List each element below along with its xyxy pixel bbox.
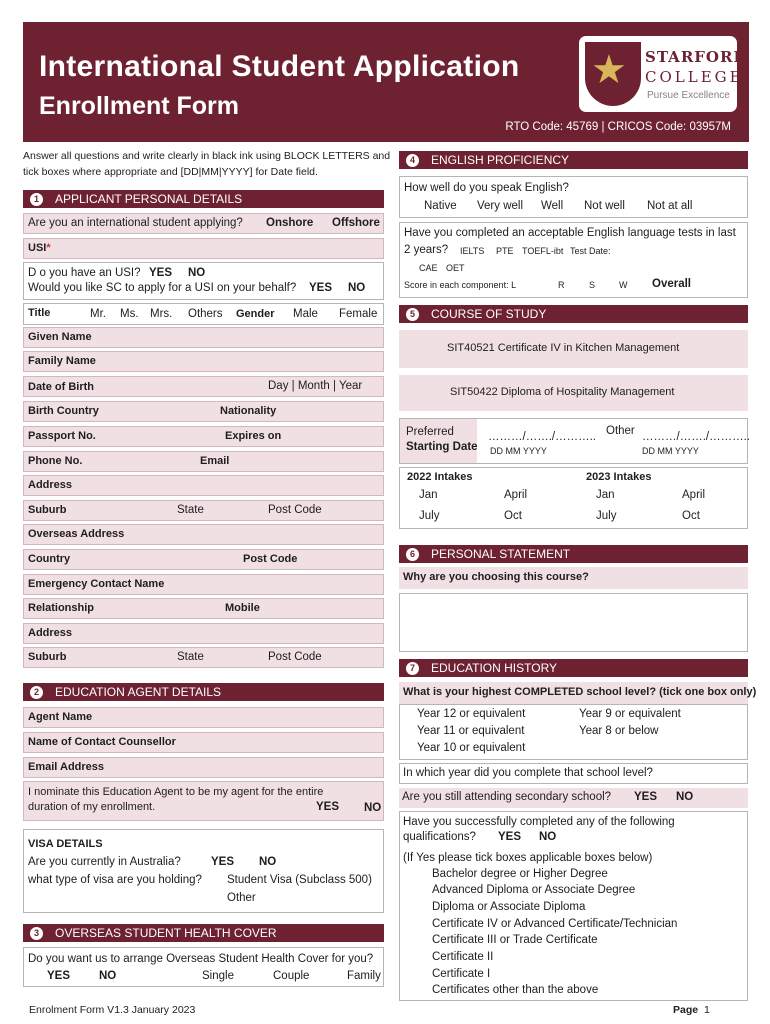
english-not-at-all[interactable]: Not at all [647, 200, 693, 212]
dob-format: Day | Month | Year [268, 380, 363, 392]
title-others[interactable]: Others [188, 308, 223, 320]
level-year11[interactable]: Year 11 or equivalent [417, 725, 525, 737]
test-ielts[interactable]: IELTS [460, 246, 485, 256]
nominate-line1: I nominate this Education Agent to be my agent for the entire [28, 786, 324, 798]
section4-number: 4 [406, 154, 419, 167]
state-label: State [177, 504, 204, 516]
oshc-couple[interactable]: Couple [273, 970, 310, 982]
intake-2023-jan[interactable]: Jan [596, 489, 615, 501]
intake-2022-april[interactable]: April [504, 489, 528, 501]
relationship-row[interactable] [23, 598, 384, 619]
section7-title: EDUCATION HISTORY [431, 661, 558, 675]
level-year10[interactable]: Year 10 or equivalent [417, 742, 526, 754]
qual-advanced-diploma[interactable]: Advanced Diploma or Associate Degree [432, 884, 636, 896]
score-components-label: Score in each component: L [404, 280, 517, 290]
other-date-format: DD MM YYYY [642, 446, 699, 456]
emergency-contact-label: Emergency Contact Name [28, 578, 165, 590]
intake-2023-july[interactable]: July [596, 510, 617, 522]
expires-label: Expires on [225, 430, 282, 442]
in-australia-question: Are you currently in Australia? [28, 856, 181, 868]
nominate-yes[interactable]: YES [316, 801, 340, 813]
onshore-option[interactable]: Onshore [266, 217, 314, 229]
qualifications-question-line2: qualifications? [403, 831, 476, 843]
section7-number: 7 [406, 662, 419, 675]
oshc-question: Do you want us to arrange Overseas Student Health Cover for you? [28, 953, 374, 965]
other-date-field[interactable]: ………/……./……….. [642, 431, 750, 443]
school-level-box [399, 704, 748, 760]
usi-have-question: D o you have an USI? [28, 267, 141, 279]
qual-certificate-iv[interactable]: Certificate IV or Advanced Certificate/Technician [432, 918, 678, 930]
qualifications-question-line1: Have you successfully completed any of the following [403, 816, 675, 828]
preferred-label: Preferred [406, 426, 454, 438]
section2-number: 2 [30, 686, 43, 699]
intake-2022-oct[interactable]: Oct [504, 510, 522, 522]
score-s[interactable]: S [589, 280, 596, 290]
emergency-contact-row[interactable] [23, 574, 384, 595]
qualifications-yes[interactable]: YES [498, 831, 522, 843]
qual-certificate-ii[interactable]: Certificate II [432, 951, 494, 963]
emergency-suburb-label: Suburb [28, 651, 67, 663]
section6-header [399, 545, 748, 563]
section3-number: 3 [30, 927, 43, 940]
passport-row[interactable] [23, 426, 384, 447]
section5-header [399, 305, 748, 323]
intro-line2: tick boxes where appropriate and [DD|MM|YYYY] for Date field. [23, 166, 318, 178]
birth-country-label: Birth Country [28, 405, 99, 417]
usi-questions-box [23, 262, 384, 300]
title-label: Title [28, 307, 51, 319]
country-row[interactable] [23, 549, 384, 570]
form-title: International Student Application [39, 50, 520, 83]
english-native[interactable]: Native [424, 200, 457, 212]
rto-code: RTO Code: 45769 | CRICOS Code: 03957M [505, 121, 731, 133]
highest-level-question-row [399, 682, 757, 704]
agent-name-row[interactable] [23, 707, 384, 728]
visa-details-title: VISA DETAILS [28, 838, 103, 850]
course1-option[interactable] [399, 330, 748, 368]
title-mr[interactable]: Mr. [90, 308, 106, 320]
section6-number: 6 [406, 548, 419, 561]
speak-english-box [399, 176, 748, 218]
intake-2023-oct[interactable]: Oct [682, 510, 700, 522]
intakes-box [399, 467, 748, 529]
phone-row[interactable] [23, 451, 384, 472]
qual-certificate-iii[interactable]: Certificate III or Trade Certificate [432, 934, 598, 946]
given-name-row[interactable] [23, 327, 384, 348]
personal-statement-field[interactable] [399, 593, 748, 652]
email-label: Email [200, 455, 230, 467]
logo-name-line2: COLLEGE [645, 68, 744, 86]
section5-number: 5 [406, 308, 419, 321]
student-visa-option[interactable]: Student Visa (Subclass 500) [227, 874, 372, 886]
course2-option[interactable] [399, 375, 748, 411]
suburb-label: Suburb [28, 504, 67, 516]
oshc-no[interactable]: NO [99, 970, 117, 982]
english-test-question-line1: Have you completed an acceptable English language tests in last [404, 227, 736, 239]
form-subtitle: Enrollment Form [39, 92, 240, 120]
family-name-label: Family Name [28, 355, 96, 367]
country-postcode-label: Post Code [243, 553, 298, 565]
score-r[interactable]: R [558, 280, 565, 290]
section4-header [399, 151, 748, 169]
level-year8[interactable]: Year 8 or below [579, 725, 659, 737]
counsellor-label: Name of Contact Counsellor [28, 736, 176, 748]
course1-label: SIT40521 Certificate IV in Kitchen Management [447, 342, 680, 354]
qual-bachelor[interactable]: Bachelor degree or Higher Degree [432, 868, 608, 880]
nominate-row [23, 781, 384, 821]
address-row[interactable] [23, 475, 384, 496]
intake-2022-july[interactable]: July [419, 510, 440, 522]
starting-date-label: Starting Date [406, 441, 478, 453]
passport-label: Passport No. [28, 430, 96, 442]
nominate-line2: duration of my enrollment. [28, 801, 156, 813]
gender-label: Gender [236, 308, 275, 320]
completion-year-question: In which year did you complete that school level? [403, 767, 653, 779]
course2-label: SIT50422 Diploma of Hospitality Management [450, 386, 675, 398]
start-date-label-cell [400, 419, 477, 463]
intakes-2023-label: 2023 Intakes [586, 471, 652, 483]
gender-male[interactable]: Male [293, 308, 318, 320]
start-date-field[interactable]: ………/……./……….. [488, 431, 596, 443]
title-ms[interactable]: Ms. [120, 308, 139, 320]
completion-year-row[interactable] [399, 763, 748, 784]
college-logo [579, 36, 748, 112]
usi-label: USI* [28, 242, 51, 254]
oshc-box [23, 947, 384, 987]
emergency-postcode-label: Post Code [268, 651, 322, 663]
attending-no[interactable]: NO [676, 791, 694, 803]
postcode-label: Post Code [268, 504, 322, 516]
family-name-row[interactable] [23, 351, 384, 372]
visa-details-box [23, 829, 384, 913]
level-year12[interactable]: Year 12 or equivalent [417, 708, 526, 720]
section2-header [23, 683, 384, 701]
section7-header [399, 659, 748, 677]
nominate-no[interactable]: NO [364, 802, 382, 814]
agent-email-label: Email Address [28, 761, 105, 773]
test-date-label: Test Date: [570, 246, 611, 256]
intake-2022-jan[interactable]: Jan [419, 489, 438, 501]
emergency-address-label: Address [28, 627, 73, 639]
test-pte[interactable]: PTE [496, 246, 514, 256]
highest-level-question: What is your highest COMPLETED school level? (tick one box only) [403, 686, 757, 698]
birth-country-row[interactable] [23, 401, 384, 422]
mobile-label: Mobile [225, 602, 260, 614]
page-number: Page 1 [673, 1004, 710, 1016]
statement-question: Why are you choosing this course? [403, 571, 589, 583]
other-visa-option[interactable]: Other [227, 892, 256, 904]
english-not-well[interactable]: Not well [584, 200, 625, 212]
oshc-family[interactable]: Family [347, 970, 381, 982]
agent-name-label: Agent Name [28, 711, 93, 723]
gender-female[interactable]: Female [339, 308, 378, 320]
section1-number: 1 [30, 193, 43, 206]
section1-title: APPLICANT PERSONAL DETAILS [55, 192, 243, 206]
given-name-label: Given Name [28, 331, 92, 343]
usi-sc-yes[interactable]: YES [309, 282, 333, 294]
section1-header [23, 190, 384, 208]
emergency-suburb-row[interactable] [23, 647, 384, 668]
english-well[interactable]: Well [541, 200, 564, 212]
oshc-yes[interactable]: YES [47, 970, 71, 982]
section2-title: EDUCATION AGENT DETAILS [55, 685, 222, 699]
oshc-single[interactable]: Single [202, 970, 234, 982]
score-w[interactable]: W [619, 280, 628, 290]
logo-motto: Pursue Excellence [647, 90, 730, 101]
country-label: Country [28, 553, 71, 565]
emergency-state-label: State [177, 651, 204, 663]
qual-certificate-i[interactable]: Certificate I [432, 968, 491, 980]
qualifications-no[interactable]: NO [539, 831, 557, 843]
test-cae[interactable]: CAE [419, 263, 438, 273]
agent-email-row[interactable] [23, 757, 384, 778]
qualifications-box [399, 811, 748, 1001]
visa-type-question: what type of visa are you holding? [28, 874, 202, 886]
logo-name-line1: STARFORD [645, 48, 748, 66]
form-version: Enrolment Form V1.3 January 2023 [29, 1004, 196, 1016]
overseas-address-label: Overseas Address [28, 528, 125, 540]
in-australia-no[interactable]: NO [259, 856, 277, 868]
relationship-label: Relationship [28, 602, 95, 614]
section3-header [23, 924, 384, 942]
statement-question-row [399, 567, 748, 589]
other-date-label: Other [606, 425, 635, 437]
usi-sc-no[interactable]: NO [348, 282, 366, 294]
section5-title: COURSE OF STUDY [431, 307, 547, 321]
star-icon: ★ [591, 48, 627, 92]
usi-sc-question: Would you like SC to apply for a USI on your behalf? [28, 282, 297, 294]
emergency-address-row[interactable] [23, 623, 384, 644]
phone-label: Phone No. [28, 455, 83, 467]
english-test-question-line2: 2 years? [404, 244, 449, 256]
offshore-option[interactable]: Offshore [332, 217, 380, 229]
header-banner [23, 22, 749, 142]
score-overall[interactable]: Overall [652, 278, 691, 290]
attending-yes[interactable]: YES [634, 791, 658, 803]
nationality-label: Nationality [220, 405, 277, 417]
qual-diploma[interactable]: Diploma or Associate Diploma [432, 901, 586, 913]
start-date-format: DD MM YYYY [490, 446, 547, 456]
intl-student-question: Are you an international student applying? [28, 217, 243, 229]
section3-title: OVERSEAS STUDENT HEALTH COVER [55, 926, 277, 940]
section4-title: ENGLISH PROFICIENCY [431, 153, 570, 167]
usi-row[interactable] [23, 238, 384, 259]
qualifications-instruction: (If Yes please tick boxes applicable boxes below) [403, 852, 653, 864]
qual-other-certificates[interactable]: Certificates other than the above [432, 984, 599, 996]
counsellor-row[interactable] [23, 732, 384, 753]
intake-2023-april[interactable]: April [682, 489, 706, 501]
attending-row [399, 788, 748, 808]
level-year9[interactable]: Year 9 or equivalent [579, 708, 681, 720]
address-label: Address [28, 479, 73, 491]
overseas-address-row[interactable] [23, 524, 384, 545]
start-date-box [399, 418, 748, 464]
usi-have-no[interactable]: NO [188, 267, 206, 279]
crest-icon [585, 42, 641, 106]
test-oet[interactable]: OET [446, 263, 465, 273]
dob-row[interactable] [23, 376, 384, 397]
english-test-box [399, 222, 748, 298]
english-very-well[interactable]: Very well [477, 200, 524, 212]
speak-english-question: How well do you speak English? [404, 182, 569, 194]
title-mrs[interactable]: Mrs. [150, 308, 173, 320]
attending-question: Are you still attending secondary school? [402, 791, 612, 803]
intl-student-row [23, 213, 384, 234]
usi-have-yes[interactable]: YES [149, 267, 173, 279]
intakes-2022-label: 2022 Intakes [407, 471, 473, 483]
intro-line1: Answer all questions and write clearly in black ink using BLOCK LETTERS and [23, 150, 391, 162]
section6-title: PERSONAL STATEMENT [431, 547, 571, 561]
suburb-row[interactable] [23, 500, 384, 521]
test-toefl[interactable]: TOEFL-ibt [522, 246, 564, 256]
dob-label: Date of Birth [28, 381, 94, 393]
title-gender-row [23, 303, 384, 325]
in-australia-yes[interactable]: YES [211, 856, 235, 868]
